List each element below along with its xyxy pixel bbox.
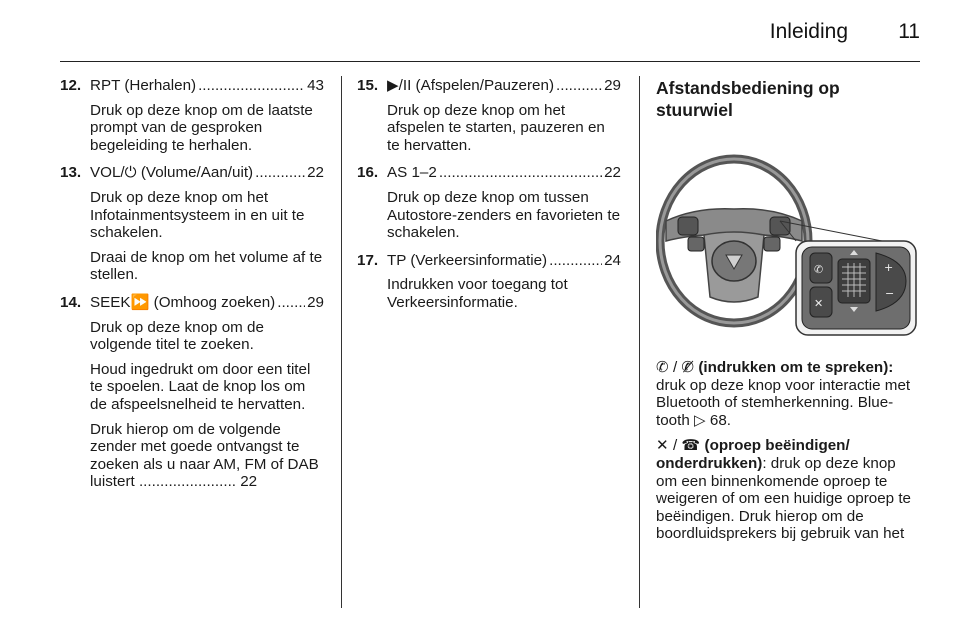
page-title: Inleiding [769, 20, 848, 43]
entry-page-link[interactable]: 29 [604, 77, 621, 94]
entry-number: 16. [357, 164, 379, 182]
entry-description: Draai de knop om het volume af te stellen. [90, 248, 323, 284]
svg-text:+: + [884, 261, 894, 274]
end-call-desc: : druk op deze knop om een binnenkomende oproep te weigeren of om een huidige oproep te beëindigen. Druk hierop om de boordluidsprekers bij gebruik van het [656, 454, 911, 543]
entry-page-link[interactable]: 29 [307, 293, 324, 311]
entry-description: Indrukken voor toegang tot Verkeersinformatie. [387, 276, 568, 311]
svg-text:✆: ✆ [814, 263, 824, 276]
talk-button-desc: druk op deze knop voor interactie met Bluetooth of stemherkenning. Blue-tooth ▷ 68. [656, 376, 911, 429]
entry-label: RPT (Herhalen) [90, 77, 197, 94]
entry-17 [357, 252, 621, 312]
leader-dots [198, 77, 305, 95]
svg-text:✕: ✕ [814, 297, 824, 310]
steering-wheel-icon [656, 129, 920, 359]
entry-description: Druk op deze knop om het Infotainmentsysteem in en uit te schakelen. [90, 188, 305, 242]
entry-label: AS 1–2 [387, 164, 437, 182]
end-call-label: (oproep beëindigen/ onderdrukken) [656, 437, 850, 472]
page-number: 11 [898, 20, 920, 43]
entry-description: Houd ingedrukt om door een titel te spoelen. Laat de knop los om de afspeelsnelheid te hervatten. [90, 360, 311, 413]
column-1 [60, 77, 324, 501]
tail-page-link[interactable]: 22 [240, 473, 258, 491]
talk-button-paragraph [656, 359, 920, 429]
entry-15 [357, 77, 621, 154]
entry-number: 13. [60, 164, 82, 182]
leader-dots [556, 77, 602, 95]
entry-13 [60, 164, 324, 284]
column-divider-2 [639, 76, 640, 608]
column-divider-1 [341, 76, 342, 608]
entry-number: 14. [60, 293, 82, 311]
entry-description: Druk op deze knop om de volgende titel te zoeken. [90, 318, 264, 354]
entry-label: TP (Verkeersinformatie) [387, 251, 548, 269]
column-2 [357, 77, 621, 322]
end-call-paragraph [656, 437, 920, 543]
entry-number: 15. [357, 77, 379, 94]
entry-page-link[interactable]: 22 [604, 164, 621, 182]
talk-button-label: (indrukken om te spreken): [698, 359, 894, 376]
entry-page-link[interactable]: 22 [307, 164, 324, 182]
end-call-icon: ✕ / ☎ [656, 437, 701, 455]
leader-dots [255, 164, 305, 182]
leader-dots [439, 164, 602, 182]
header-rule [60, 61, 920, 62]
page-header [0, 0, 960, 60]
entry-description: Druk op deze knop om de laatste prompt van de gesproken begeleiding te herhalen. [90, 101, 313, 154]
tail-text: Druk hierop om de volgende zender met goede ontvangst te zoeken als u naar AM, FM of DAB luistert [90, 420, 319, 491]
entry-page-link[interactable]: 43 [307, 77, 324, 94]
entry-12 [60, 77, 324, 154]
entry-description: Druk op deze knop om het afspelen te starten, pauzeren en te hervatten. [387, 101, 605, 154]
entry-14 [60, 294, 324, 491]
steering-wheel-illustration [656, 129, 920, 359]
leader-dots [549, 252, 602, 270]
entry-description-tail: Druk hierop om de volgende zender met goede ontvangst te zoeken als u naar AM, FM of DAB luistert ....................... 22 [90, 420, 319, 491]
column-3 [656, 77, 920, 551]
entry-label: SEEK⏩ (Omhoog zoeken) [90, 293, 276, 311]
entry-16 [357, 164, 621, 241]
talk-voice-icon: ✆ / ✆̸ [656, 359, 695, 376]
entry-label: ▶/II (Afspelen/Pauzeren) [387, 77, 555, 94]
entry-page-link[interactable]: 24 [604, 251, 621, 269]
leader-dots [277, 294, 305, 312]
section-title: Afstandsbediening op stuurwiel [656, 78, 840, 120]
entry-number: 12. [60, 77, 82, 94]
svg-text:−: − [885, 287, 895, 300]
entry-description: Druk op deze knop om tussen Autostore-zenders en favorieten te schakelen. [387, 188, 621, 242]
entry-label: VOL/⏻ (Volume/Aan/uit) [90, 164, 254, 182]
entry-number: 17. [357, 251, 379, 269]
